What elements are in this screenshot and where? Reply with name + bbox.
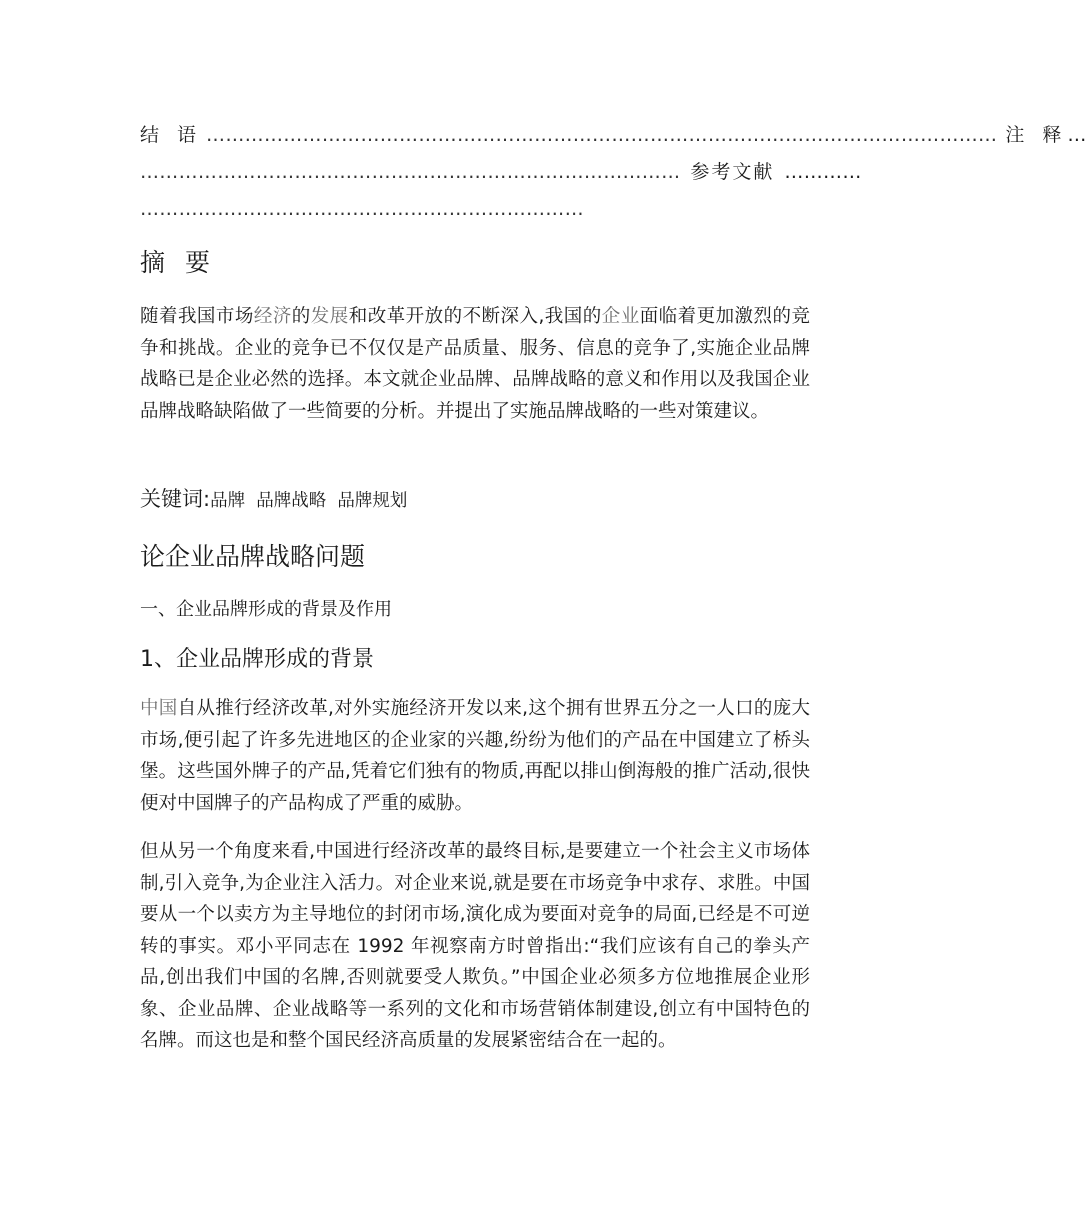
toc-line-1 (140, 117, 1087, 154)
toc-entry-conclusion[interactable]: 结 语 (140, 124, 203, 146)
toc-leader-dots: ………………………………………………………………………… (140, 161, 681, 183)
link-development[interactable]: 发展 (310, 306, 349, 327)
section-heading: 一、企业品牌形成的背景及作用 (140, 599, 392, 620)
toc-leader-dots: …………………………………………………………………………………………………………… (206, 124, 998, 146)
toc-entry-references[interactable]: 参考文献 (690, 161, 775, 183)
keywords-label: 关键词: (140, 487, 211, 511)
abstract-paragraph (140, 301, 810, 427)
toc-line-2 (140, 154, 862, 191)
abstract-text-3: 和改革开放的不断深入,我国的 (348, 306, 602, 327)
abstract-heading: 摘 要 (140, 248, 216, 277)
abstract-text-2: 的 (291, 306, 311, 327)
table-of-contents (140, 117, 1087, 228)
abstract-text-4: 面临着更加激烈的竞争和挑战。企业的竞争已不仅仅是产品质量、服务、信息的竞争了,实施企业品牌战略已是企业必然的选择。本文就企业品牌、品牌战略的意义和作用以及我国企业品牌战略缺陷做了一些简要的分析。并提出了实施品牌战略的一些对策建议。 (140, 306, 810, 422)
toc-line-3 (140, 191, 810, 228)
body-paragraph-1-text: 自从推行经济改革,对外实施经济开发以来,这个拥有世界五分之一人口的庞大市场,便引起了许多先进地区的企业家的兴趣,纷纷为他们的产品在中国建立了桥头堡。这些国外牌子的产品,凭着它们独有的物质,再配以排山倒海般的推广活动,很快便对中国牌子的产品构成了严重的威胁。 (140, 698, 810, 814)
link-china[interactable]: 中国 (140, 698, 178, 719)
body-paragraph-2: 但从另一个角度来看,中国进行经济改革的最终目标,是要建立一个社会主义市场体制,引入竞争,为企业注入活力。对企业来说,就是要在市场竞争中求存、求胜。中国要从一个以卖方为主导地位的封闭市场,演化成为要面对竞争的局面,已经是不可逆转的事实。邓小平同志在 1992 年视察南方时曾指出:“我们应该有自己的拳头产品,创出我们中国的名牌,否则就要受人欺负。”中国企业必须多方位地推展企业形象、企业品牌、企业战略等一系列的文化和市场营销体制建设,创立有中国特色的名牌。而这也是和整个国民经济高质量的发展紧密结合在一起的。 (140, 841, 810, 1051)
toc-leader-dots: …………………………………………………………… (140, 198, 584, 220)
keywords-items: 品牌 品牌战略 品牌规划 (210, 491, 408, 511)
link-enterprise[interactable]: 企业 (601, 306, 640, 327)
keywords-line (140, 483, 407, 513)
article-title: 论企业品牌战略问题 (140, 542, 366, 571)
link-economy[interactable]: 经济 (253, 306, 292, 327)
abstract-text-1: 随着我国市场 (140, 306, 254, 327)
toc-entry-notes[interactable]: 注 释 (1005, 124, 1068, 146)
body-paragraph-1 (140, 693, 810, 819)
toc-leader-tail: ………… (784, 161, 862, 183)
subsection-heading: 1、企业品牌形成的背景 (140, 647, 374, 672)
toc-leader-tail: … (1067, 124, 1087, 146)
